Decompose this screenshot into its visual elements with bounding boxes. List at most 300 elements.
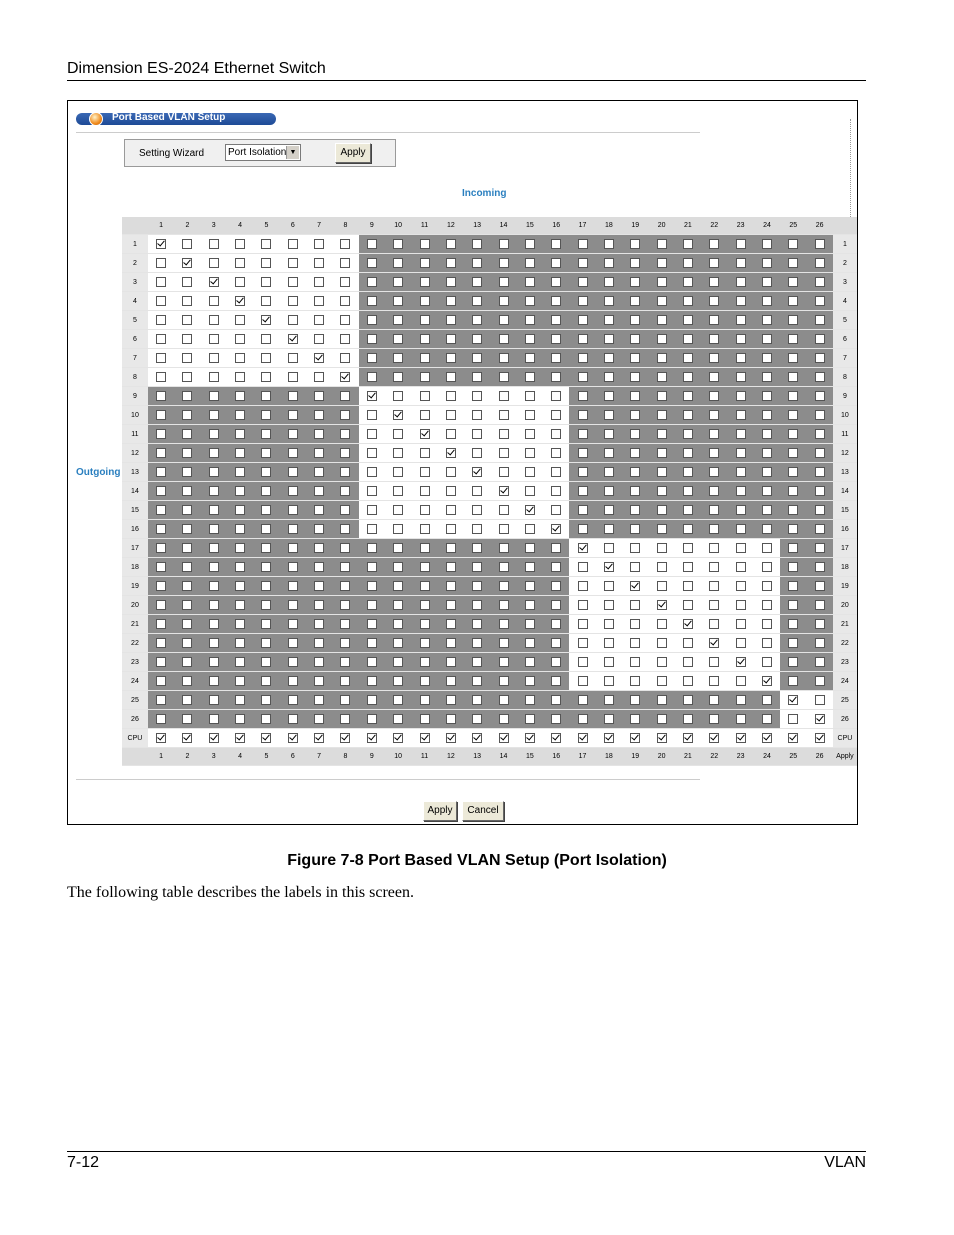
port-checkbox[interactable] <box>683 619 693 629</box>
port-checkbox[interactable] <box>156 239 166 249</box>
port-checkbox[interactable] <box>367 486 377 496</box>
port-checkbox[interactable] <box>367 296 377 306</box>
port-checkbox[interactable] <box>472 372 482 382</box>
port-checkbox[interactable] <box>709 581 719 591</box>
port-checkbox[interactable] <box>815 600 825 610</box>
port-checkbox[interactable] <box>288 372 298 382</box>
port-checkbox[interactable] <box>683 334 693 344</box>
port-checkbox[interactable] <box>709 239 719 249</box>
port-checkbox[interactable] <box>472 296 482 306</box>
port-checkbox[interactable] <box>657 353 667 363</box>
port-checkbox[interactable] <box>551 581 561 591</box>
port-checkbox[interactable] <box>393 239 403 249</box>
port-checkbox[interactable] <box>261 410 271 420</box>
port-checkbox[interactable] <box>499 391 509 401</box>
port-checkbox[interactable] <box>525 657 535 667</box>
port-checkbox[interactable] <box>209 657 219 667</box>
port-checkbox[interactable] <box>340 638 350 648</box>
port-checkbox[interactable] <box>340 524 350 534</box>
port-checkbox[interactable] <box>762 638 772 648</box>
port-checkbox[interactable] <box>551 410 561 420</box>
port-checkbox[interactable] <box>367 353 377 363</box>
port-checkbox[interactable] <box>709 391 719 401</box>
port-checkbox[interactable] <box>815 505 825 515</box>
port-checkbox[interactable] <box>683 676 693 686</box>
port-checkbox[interactable] <box>446 562 456 572</box>
port-checkbox[interactable] <box>604 657 614 667</box>
port-checkbox[interactable] <box>657 296 667 306</box>
port-checkbox[interactable] <box>156 600 166 610</box>
port-checkbox[interactable] <box>472 543 482 553</box>
wizard-apply-button[interactable]: Apply <box>335 143 371 163</box>
port-checkbox[interactable] <box>499 733 509 743</box>
port-checkbox[interactable] <box>420 239 430 249</box>
port-checkbox[interactable] <box>578 733 588 743</box>
port-checkbox[interactable] <box>472 676 482 686</box>
port-checkbox[interactable] <box>630 733 640 743</box>
port-checkbox[interactable] <box>525 714 535 724</box>
port-checkbox[interactable] <box>551 239 561 249</box>
port-checkbox[interactable] <box>815 429 825 439</box>
port-checkbox[interactable] <box>261 714 271 724</box>
port-checkbox[interactable] <box>815 695 825 705</box>
port-checkbox[interactable] <box>762 429 772 439</box>
port-checkbox[interactable] <box>630 562 640 572</box>
port-checkbox[interactable] <box>657 600 667 610</box>
port-checkbox[interactable] <box>472 353 482 363</box>
port-checkbox[interactable] <box>683 372 693 382</box>
port-checkbox[interactable] <box>630 581 640 591</box>
port-checkbox[interactable] <box>657 372 667 382</box>
port-checkbox[interactable] <box>340 486 350 496</box>
port-checkbox[interactable] <box>314 258 324 268</box>
port-checkbox[interactable] <box>446 714 456 724</box>
port-checkbox[interactable] <box>393 657 403 667</box>
port-checkbox[interactable] <box>393 695 403 705</box>
port-checkbox[interactable] <box>209 372 219 382</box>
port-checkbox[interactable] <box>709 562 719 572</box>
port-checkbox[interactable] <box>499 695 509 705</box>
port-checkbox[interactable] <box>551 334 561 344</box>
port-checkbox[interactable] <box>683 410 693 420</box>
port-checkbox[interactable] <box>499 486 509 496</box>
port-checkbox[interactable] <box>367 524 377 534</box>
port-checkbox[interactable] <box>393 486 403 496</box>
port-checkbox[interactable] <box>472 733 482 743</box>
port-checkbox[interactable] <box>525 467 535 477</box>
port-checkbox[interactable] <box>235 315 245 325</box>
port-checkbox[interactable] <box>657 562 667 572</box>
port-checkbox[interactable] <box>156 410 166 420</box>
port-checkbox[interactable] <box>525 600 535 610</box>
port-checkbox[interactable] <box>551 353 561 363</box>
port-checkbox[interactable] <box>762 467 772 477</box>
port-checkbox[interactable] <box>683 258 693 268</box>
port-checkbox[interactable] <box>288 239 298 249</box>
port-checkbox[interactable] <box>736 486 746 496</box>
port-checkbox[interactable] <box>630 600 640 610</box>
port-checkbox[interactable] <box>499 277 509 287</box>
port-checkbox[interactable] <box>788 657 798 667</box>
port-checkbox[interactable] <box>472 524 482 534</box>
port-checkbox[interactable] <box>683 714 693 724</box>
port-checkbox[interactable] <box>367 372 377 382</box>
port-checkbox[interactable] <box>499 619 509 629</box>
port-checkbox[interactable] <box>604 258 614 268</box>
port-checkbox[interactable] <box>340 258 350 268</box>
port-checkbox[interactable] <box>420 372 430 382</box>
port-checkbox[interactable] <box>446 524 456 534</box>
port-checkbox[interactable] <box>525 334 535 344</box>
port-checkbox[interactable] <box>235 239 245 249</box>
port-checkbox[interactable] <box>367 543 377 553</box>
port-checkbox[interactable] <box>736 543 746 553</box>
port-checkbox[interactable] <box>393 524 403 534</box>
port-checkbox[interactable] <box>393 505 403 515</box>
port-checkbox[interactable] <box>630 410 640 420</box>
port-checkbox[interactable] <box>499 505 509 515</box>
port-checkbox[interactable] <box>604 410 614 420</box>
port-checkbox[interactable] <box>340 581 350 591</box>
port-checkbox[interactable] <box>736 429 746 439</box>
port-checkbox[interactable] <box>736 695 746 705</box>
port-checkbox[interactable] <box>182 733 192 743</box>
port-checkbox[interactable] <box>288 505 298 515</box>
port-checkbox[interactable] <box>393 638 403 648</box>
port-checkbox[interactable] <box>762 600 772 610</box>
port-checkbox[interactable] <box>525 391 535 401</box>
port-checkbox[interactable] <box>525 353 535 363</box>
port-checkbox[interactable] <box>630 372 640 382</box>
port-checkbox[interactable] <box>551 543 561 553</box>
port-checkbox[interactable] <box>261 239 271 249</box>
port-checkbox[interactable] <box>815 277 825 287</box>
port-checkbox[interactable] <box>182 353 192 363</box>
port-checkbox[interactable] <box>314 334 324 344</box>
port-checkbox[interactable] <box>314 543 324 553</box>
port-checkbox[interactable] <box>314 505 324 515</box>
port-checkbox[interactable] <box>551 562 561 572</box>
port-checkbox[interactable] <box>657 486 667 496</box>
port-checkbox[interactable] <box>736 391 746 401</box>
port-checkbox[interactable] <box>314 486 324 496</box>
port-checkbox[interactable] <box>736 581 746 591</box>
port-checkbox[interactable] <box>288 695 298 705</box>
port-checkbox[interactable] <box>657 524 667 534</box>
port-checkbox[interactable] <box>182 505 192 515</box>
port-checkbox[interactable] <box>288 714 298 724</box>
port-checkbox[interactable] <box>788 562 798 572</box>
port-checkbox[interactable] <box>525 505 535 515</box>
port-checkbox[interactable] <box>551 733 561 743</box>
port-checkbox[interactable] <box>499 581 509 591</box>
port-checkbox[interactable] <box>762 543 772 553</box>
port-checkbox[interactable] <box>446 581 456 591</box>
port-checkbox[interactable] <box>261 733 271 743</box>
port-checkbox[interactable] <box>499 524 509 534</box>
port-checkbox[interactable] <box>525 543 535 553</box>
port-checkbox[interactable] <box>762 334 772 344</box>
port-checkbox[interactable] <box>288 524 298 534</box>
port-checkbox[interactable] <box>578 277 588 287</box>
port-checkbox[interactable] <box>551 391 561 401</box>
port-checkbox[interactable] <box>235 410 245 420</box>
port-checkbox[interactable] <box>499 714 509 724</box>
port-checkbox[interactable] <box>578 296 588 306</box>
port-checkbox[interactable] <box>762 391 772 401</box>
port-checkbox[interactable] <box>340 296 350 306</box>
port-checkbox[interactable] <box>683 505 693 515</box>
port-checkbox[interactable] <box>736 562 746 572</box>
port-checkbox[interactable] <box>340 391 350 401</box>
port-checkbox[interactable] <box>182 657 192 667</box>
port-checkbox[interactable] <box>446 543 456 553</box>
port-checkbox[interactable] <box>683 467 693 477</box>
port-checkbox[interactable] <box>525 581 535 591</box>
port-checkbox[interactable] <box>788 277 798 287</box>
port-checkbox[interactable] <box>499 296 509 306</box>
port-checkbox[interactable] <box>762 277 772 287</box>
port-checkbox[interactable] <box>525 429 535 439</box>
port-checkbox[interactable] <box>815 638 825 648</box>
port-checkbox[interactable] <box>156 543 166 553</box>
port-checkbox[interactable] <box>420 391 430 401</box>
port-checkbox[interactable] <box>657 448 667 458</box>
port-checkbox[interactable] <box>499 353 509 363</box>
port-checkbox[interactable] <box>288 657 298 667</box>
port-checkbox[interactable] <box>709 505 719 515</box>
port-checkbox[interactable] <box>604 505 614 515</box>
port-checkbox[interactable] <box>235 334 245 344</box>
port-checkbox[interactable] <box>367 429 377 439</box>
port-checkbox[interactable] <box>472 258 482 268</box>
port-checkbox[interactable] <box>525 486 535 496</box>
port-checkbox[interactable] <box>551 486 561 496</box>
port-checkbox[interactable] <box>788 296 798 306</box>
port-checkbox[interactable] <box>420 467 430 477</box>
port-checkbox[interactable] <box>578 676 588 686</box>
port-checkbox[interactable] <box>630 296 640 306</box>
port-checkbox[interactable] <box>472 657 482 667</box>
port-checkbox[interactable] <box>578 543 588 553</box>
port-checkbox[interactable] <box>340 353 350 363</box>
port-checkbox[interactable] <box>393 448 403 458</box>
port-checkbox[interactable] <box>420 277 430 287</box>
port-checkbox[interactable] <box>209 714 219 724</box>
port-checkbox[interactable] <box>367 239 377 249</box>
port-checkbox[interactable] <box>709 296 719 306</box>
port-checkbox[interactable] <box>288 581 298 591</box>
port-checkbox[interactable] <box>446 353 456 363</box>
port-checkbox[interactable] <box>209 448 219 458</box>
port-checkbox[interactable] <box>182 391 192 401</box>
port-checkbox[interactable] <box>209 391 219 401</box>
port-checkbox[interactable] <box>156 733 166 743</box>
port-checkbox[interactable] <box>314 391 324 401</box>
port-checkbox[interactable] <box>393 334 403 344</box>
port-checkbox[interactable] <box>446 448 456 458</box>
port-checkbox[interactable] <box>209 353 219 363</box>
port-checkbox[interactable] <box>182 372 192 382</box>
port-checkbox[interactable] <box>551 372 561 382</box>
port-checkbox[interactable] <box>156 467 166 477</box>
port-checkbox[interactable] <box>630 714 640 724</box>
port-checkbox[interactable] <box>499 258 509 268</box>
port-checkbox[interactable] <box>209 239 219 249</box>
port-checkbox[interactable] <box>525 277 535 287</box>
port-checkbox[interactable] <box>420 543 430 553</box>
port-checkbox[interactable] <box>762 239 772 249</box>
port-checkbox[interactable] <box>736 524 746 534</box>
port-checkbox[interactable] <box>156 657 166 667</box>
port-checkbox[interactable] <box>788 600 798 610</box>
port-checkbox[interactable] <box>261 600 271 610</box>
port-checkbox[interactable] <box>367 581 377 591</box>
port-checkbox[interactable] <box>420 410 430 420</box>
port-checkbox[interactable] <box>314 296 324 306</box>
port-checkbox[interactable] <box>156 562 166 572</box>
port-checkbox[interactable] <box>314 619 324 629</box>
port-checkbox[interactable] <box>604 695 614 705</box>
port-checkbox[interactable] <box>472 562 482 572</box>
port-checkbox[interactable] <box>630 505 640 515</box>
port-checkbox[interactable] <box>367 619 377 629</box>
port-checkbox[interactable] <box>472 467 482 477</box>
port-checkbox[interactable] <box>499 315 509 325</box>
port-checkbox[interactable] <box>261 657 271 667</box>
port-checkbox[interactable] <box>551 258 561 268</box>
port-checkbox[interactable] <box>261 581 271 591</box>
port-checkbox[interactable] <box>525 258 535 268</box>
port-checkbox[interactable] <box>235 524 245 534</box>
port-checkbox[interactable] <box>340 600 350 610</box>
port-checkbox[interactable] <box>604 296 614 306</box>
port-checkbox[interactable] <box>709 657 719 667</box>
port-checkbox[interactable] <box>551 657 561 667</box>
port-checkbox[interactable] <box>604 448 614 458</box>
port-checkbox[interactable] <box>209 296 219 306</box>
port-checkbox[interactable] <box>340 239 350 249</box>
port-checkbox[interactable] <box>762 676 772 686</box>
port-checkbox[interactable] <box>367 676 377 686</box>
port-checkbox[interactable] <box>683 524 693 534</box>
port-checkbox[interactable] <box>736 448 746 458</box>
port-checkbox[interactable] <box>578 657 588 667</box>
port-checkbox[interactable] <box>314 315 324 325</box>
port-checkbox[interactable] <box>288 676 298 686</box>
port-checkbox[interactable] <box>788 448 798 458</box>
port-checkbox[interactable] <box>525 410 535 420</box>
port-checkbox[interactable] <box>235 543 245 553</box>
port-checkbox[interactable] <box>209 334 219 344</box>
port-checkbox[interactable] <box>525 733 535 743</box>
port-checkbox[interactable] <box>657 410 667 420</box>
port-checkbox[interactable] <box>261 391 271 401</box>
port-checkbox[interactable] <box>182 714 192 724</box>
port-checkbox[interactable] <box>420 486 430 496</box>
port-checkbox[interactable] <box>288 467 298 477</box>
port-checkbox[interactable] <box>551 619 561 629</box>
port-checkbox[interactable] <box>604 638 614 648</box>
port-checkbox[interactable] <box>604 733 614 743</box>
port-checkbox[interactable] <box>156 353 166 363</box>
port-checkbox[interactable] <box>340 695 350 705</box>
port-checkbox[interactable] <box>815 239 825 249</box>
port-checkbox[interactable] <box>815 258 825 268</box>
port-checkbox[interactable] <box>709 486 719 496</box>
port-checkbox[interactable] <box>709 619 719 629</box>
port-checkbox[interactable] <box>209 524 219 534</box>
port-checkbox[interactable] <box>156 429 166 439</box>
port-checkbox[interactable] <box>657 505 667 515</box>
port-checkbox[interactable] <box>709 410 719 420</box>
port-checkbox[interactable] <box>182 600 192 610</box>
port-checkbox[interactable] <box>815 467 825 477</box>
port-checkbox[interactable] <box>630 353 640 363</box>
port-checkbox[interactable] <box>393 714 403 724</box>
port-checkbox[interactable] <box>683 239 693 249</box>
port-checkbox[interactable] <box>209 600 219 610</box>
port-checkbox[interactable] <box>393 372 403 382</box>
port-checkbox[interactable] <box>393 676 403 686</box>
port-checkbox[interactable] <box>683 277 693 287</box>
port-checkbox[interactable] <box>736 277 746 287</box>
port-checkbox[interactable] <box>762 733 772 743</box>
port-checkbox[interactable] <box>393 543 403 553</box>
port-checkbox[interactable] <box>551 277 561 287</box>
port-checkbox[interactable] <box>393 581 403 591</box>
port-checkbox[interactable] <box>261 543 271 553</box>
port-checkbox[interactable] <box>367 448 377 458</box>
port-checkbox[interactable] <box>420 695 430 705</box>
port-checkbox[interactable] <box>340 448 350 458</box>
port-checkbox[interactable] <box>630 657 640 667</box>
port-checkbox[interactable] <box>762 562 772 572</box>
port-checkbox[interactable] <box>578 581 588 591</box>
port-checkbox[interactable] <box>261 315 271 325</box>
port-checkbox[interactable] <box>340 619 350 629</box>
port-checkbox[interactable] <box>472 429 482 439</box>
port-checkbox[interactable] <box>472 277 482 287</box>
port-checkbox[interactable] <box>736 258 746 268</box>
port-checkbox[interactable] <box>288 277 298 287</box>
port-checkbox[interactable] <box>788 391 798 401</box>
port-checkbox[interactable] <box>657 638 667 648</box>
port-checkbox[interactable] <box>815 410 825 420</box>
port-checkbox[interactable] <box>420 562 430 572</box>
port-checkbox[interactable] <box>314 429 324 439</box>
port-checkbox[interactable] <box>446 619 456 629</box>
port-checkbox[interactable] <box>604 353 614 363</box>
port-checkbox[interactable] <box>788 695 798 705</box>
port-checkbox[interactable] <box>815 486 825 496</box>
port-checkbox[interactable] <box>525 695 535 705</box>
port-checkbox[interactable] <box>420 524 430 534</box>
port-checkbox[interactable] <box>815 524 825 534</box>
port-checkbox[interactable] <box>261 334 271 344</box>
port-checkbox[interactable] <box>630 334 640 344</box>
port-checkbox[interactable] <box>209 429 219 439</box>
port-checkbox[interactable] <box>261 448 271 458</box>
port-checkbox[interactable] <box>604 372 614 382</box>
port-checkbox[interactable] <box>499 448 509 458</box>
port-checkbox[interactable] <box>815 315 825 325</box>
port-checkbox[interactable] <box>472 505 482 515</box>
port-checkbox[interactable] <box>472 486 482 496</box>
port-checkbox[interactable] <box>709 334 719 344</box>
port-checkbox[interactable] <box>788 353 798 363</box>
port-checkbox[interactable] <box>340 562 350 572</box>
